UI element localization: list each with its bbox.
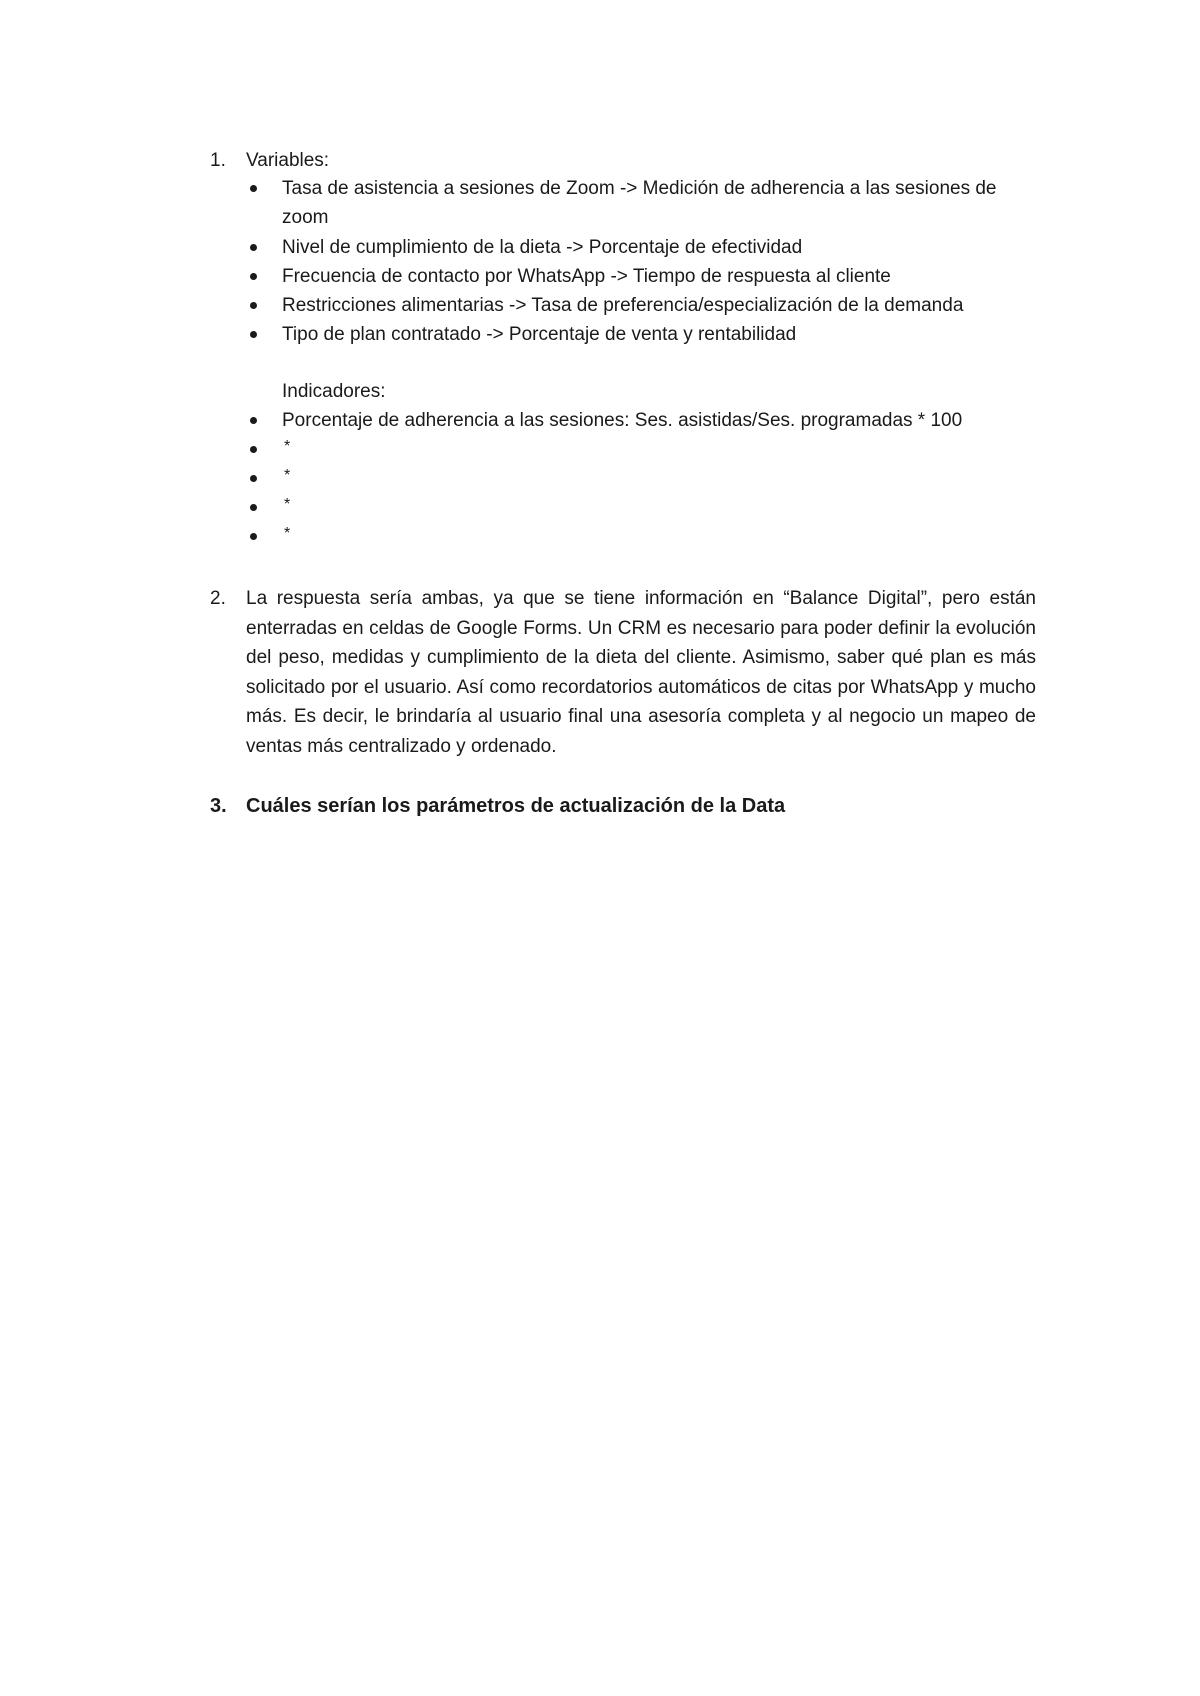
- bullet-icon: [250, 302, 257, 309]
- variable-item: Frecuencia de contacto por WhatsApp -> Tiempo de respuesta al cliente: [282, 266, 891, 287]
- indicator-item: *: [284, 438, 291, 455]
- bullet-icon: [250, 417, 257, 424]
- variable-item: Tasa de asistencia a sesiones de Zoom -> Medición de adherencia a las sesiones de: [282, 178, 997, 199]
- bullet-icon: [250, 475, 257, 482]
- indicator-item: *: [284, 467, 291, 484]
- bullet-icon: [250, 504, 257, 511]
- variable-item: Tipo de plan contratado -> Porcentaje de venta y rentabilidad: [282, 324, 797, 345]
- bullet-icon: [250, 446, 257, 453]
- section-2-paragraph: La respuesta sería ambas, ya que se tiene información en “Balance Digital”, pero están enterradas en celdas de Google Forms. Un CRM es necesario para poder definir la evolución del peso, medidas y cumplimiento de la dieta del cliente. Asimismo, saber qué plan es más solicitado por el usuario. Así como recordatorios automáticos de citas por WhatsApp y mucho más. Es decir, le brindaría al usuario final una asesoría completa y al negocio un mapeo de ventas más centralizado y ordenado.: [246, 588, 1036, 757]
- bullet-icon: [250, 244, 257, 251]
- bullet-icon: [250, 185, 257, 192]
- bullet-icon: [250, 331, 257, 338]
- indicators-title: Indicadores:: [282, 381, 386, 402]
- indicator-item: *: [284, 496, 291, 513]
- section-1-number: 1.: [210, 150, 226, 171]
- indicator-item: Porcentaje de adherencia a las sesiones: Ses. asistidas/Ses. programadas * 100: [282, 410, 963, 431]
- bullet-icon: [250, 273, 257, 280]
- variable-item: Nivel de cumplimiento de la dieta -> Porcentaje de efectividad: [282, 237, 803, 258]
- variable-item-continuation: zoom: [282, 207, 329, 228]
- indicator-item: *: [284, 525, 291, 542]
- section-3-number: 3.: [210, 795, 227, 817]
- section-2-number: 2.: [210, 588, 226, 609]
- bullet-icon: [250, 533, 257, 540]
- section-1-title: Variables:: [246, 150, 330, 171]
- section-3-heading: Cuáles serían los parámetros de actualización de la Data: [246, 795, 786, 817]
- variable-item: Restricciones alimentarias -> Tasa de preferencia/especialización de la demanda: [282, 295, 964, 316]
